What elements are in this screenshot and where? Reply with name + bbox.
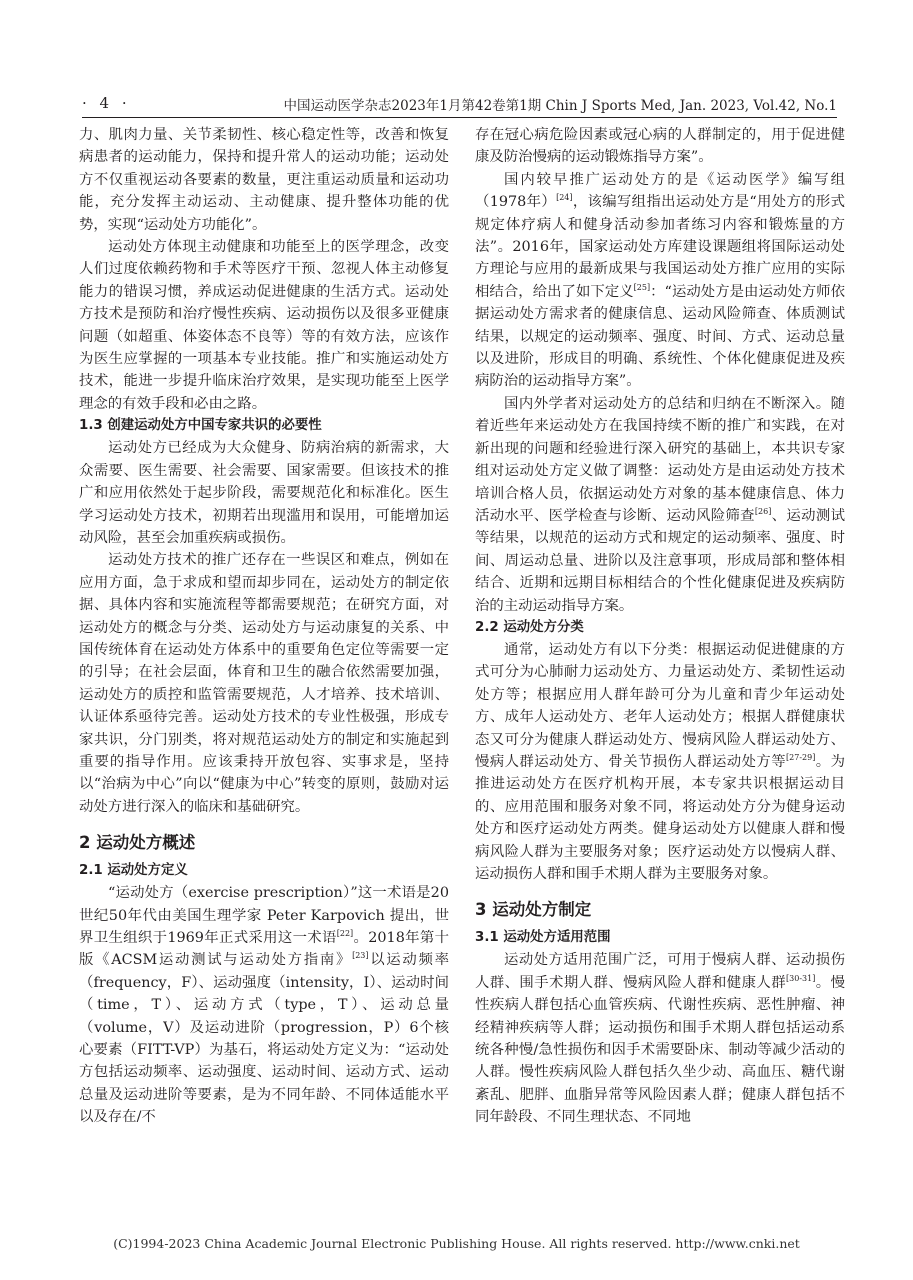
paragraph-definition bbox=[79, 882, 449, 1128]
paragraph bbox=[475, 949, 845, 1128]
citation-ref: [27-29] bbox=[786, 752, 816, 762]
section-heading-2-1: 2.1 运动处方定义 bbox=[79, 863, 188, 879]
journal-citation: 中国运动医学杂志2023年1月第42卷第1期 Chin J Sports Med, Jan. 2023, Vol.42, No.1 bbox=[283, 98, 837, 114]
paragraph: 运动处方体现主动健康和功能至上的医学理念，改变人们过度依赖药物和手术等医疗干预、忽视人体主动修复能力的错误习惯，养成运动促进健康的生活方式。运动处方技术是预防和治疗慢性疾病、运动损伤以及很多亚健康问题（如超重、体姿体态不良等）等的有效方法，应该作为医生应掌握的一项基本专业技能。推广和实施运动处方技术，能进一步提升临床治疗效果，是实现功能至上医学理念的有效手段和必由之路。 bbox=[79, 239, 449, 412]
page-number: · 4 · bbox=[82, 94, 131, 112]
citation-ref: [25] bbox=[633, 282, 651, 292]
text-run: 。慢性疾病人群包括心血管疾病、代谢性疾病、恶性肿瘤、神经精神疾病等人群；运动损伤和围手术期人群包括运动系统各种慢/急性损伤和因手术需要卧床、制动等减少活动的人群。慢性疾病风险人群包括久坐少动、高血压、糖代谢紊乱、肥胖、血脂异常等风险因素人群；健康人群包括不同年龄段、不同生理状态、不同地 bbox=[475, 974, 845, 1126]
paragraph: 力、肌肉力量、关节柔韧性、核心稳定性等，改善和恢复病患者的运动能力，保持和提升常人的运动功能；运动处方不仅重视运动各要素的数量，更注重运动质量和运动功能，充分发挥主动运动、主动健康、提升整体功能的优势，实现“运动处方功能化”。 bbox=[79, 127, 449, 233]
text-run: 国内较早推广运动处方的是《运动医学》编写组（1978年） bbox=[475, 171, 845, 211]
citation-ref: [24] bbox=[556, 193, 573, 203]
section-heading-2: 2 运动处方概述 bbox=[79, 833, 196, 853]
paragraph: 运动处方已经成为大众健身、防病治病的新需求，大众需要、医生需要、社会需要、国家需要。但该技术的推广和应用依然处于起步阶段，需要规范化和标准化。医生学习运动处方技术，初期若出现滥用和误用，可能增加运动风险，甚至会加重疾病或损伤。 bbox=[79, 440, 449, 546]
text-run: 以运动频率（frequency，F）、运动强度（intensity，I）、运动时间（time，T）、运动方式（type，T）、运动总量（volume，V）及运动进阶（progression，P）6个核心要素（FITT-VP）为基石，将运动处方定义为：“运动处方包括运动频率、运动强度、运动时间、运动方式、运动总量及运动进阶等要素，是为不同年龄、不同体适能水平以及存在/不 bbox=[79, 952, 449, 1126]
text-run: 。2018年第十版《ACSM运动测试与运动处方指南》 bbox=[79, 930, 450, 969]
section-heading-3: 3 运动处方制定 bbox=[475, 900, 592, 920]
text-run: ，该编写组指出运动处方是“用处方的形式规定体疗病人和健身活动参加者练习内容和锻炼量的方法”。2016年，国家运动处方库建设课题组将国际运动处方理论与应用的最新成果与我国运动处方推广应用的实际相结合，给出了如下定义 bbox=[475, 194, 846, 300]
section-heading-1-3: 1.3 创建运动处方中国专家共识的必要性 bbox=[79, 418, 322, 434]
text-run: 运动处方适用范围广泛，可用于慢病人群、运动损伤人群、围手术期人群、慢病风险人群和健康人群 bbox=[475, 952, 845, 991]
paragraph bbox=[475, 639, 845, 885]
right-column bbox=[475, 124, 845, 1129]
left-column bbox=[79, 124, 449, 1129]
citation-ref: [23] bbox=[352, 951, 369, 961]
text-run: 。为推进运动处方在医疗机构开展，本专家共识根据运动目的、应用范围和服务对象不同，将运动处方分为健身运动处方和医疗运动处方两类。健身运动处方以健康人群和慢病风险人群为主要服务对象；医疗运动处方以慢病人群、运动损伤人群和围手术期人群为主要服务对象。 bbox=[475, 753, 845, 882]
paragraph: 运动处方技术的推广还存在一些误区和难点，例如在应用方面，急于求成和望而却步同在，运动处方的制定依据、具体内容和实施流程等都需要规范；在研究方面，对运动处方的概念与分类、运动处方与运动康复的关系、中国传统体育在运动处方体系中的重要角色定位等需要一定的引导；在社会层面，体育和卫生的融合依然需要加强，运动处方的质控和监管需要规范，人才培养、技术培训、认证体系亟待完善。运动处方技术的专业性极强，形成专家共识，分门别类，将对规范运动处方的制定和实施起到重要的指导作用。应该秉持开放包容、实事求是，坚持以“治病为中心”向以“健康为中心”转变的原则，鼓励对运动处方进行深入的临床和基础研究。 bbox=[79, 552, 449, 815]
text-run: 国内外学者对运动处方的总结和归纳在不断深入。随着近些年来运动处方在我国持续不断的推广和实践，在对新出现的问题和经验进行深入研究的基础上，本共识专家组对运动处方定义做了调整：运动处方是由运动处方技术培训合格人员，依据运动处方对象的基本健康信息、体力活动水平、医学检查与诊断、运动风险筛查 bbox=[475, 395, 845, 524]
page-header bbox=[82, 94, 837, 116]
section-heading-3-1: 3.1 运动处方适用范围 bbox=[475, 930, 611, 946]
text-run: “运动处方（exercise prescription）”这一术语是20世纪50年代由美国生理学家 Peter Karpovich 提出，世界卫生组织于1969年正式采用这一术语 bbox=[79, 885, 449, 946]
section-heading-2-2: 2.2 运动处方分类 bbox=[475, 619, 584, 635]
text-run: 通常，运动处方有以下分类：根据运动促进健康的方式可分为心肺耐力运动处方、力量运动处方、柔韧性运动处方等；根据应用人群年龄可分为儿童和青少年运动处方、成年人运动处方、老年人运动处方；根据人群健康状态又可分为健康人群运动处方、慢病风险人群运动处方、慢病人群运动处方、骨关节损伤人群运动处方等 bbox=[475, 641, 845, 770]
citation-ref: [26] bbox=[754, 506, 772, 516]
paragraph: 存在冠心病危险因素或冠心病的人群制定的，用于促进健康及防治慢病的运动锻炼指导方案”。 bbox=[475, 127, 845, 166]
citation-ref: [30-31] bbox=[786, 973, 816, 983]
paragraph bbox=[475, 169, 845, 393]
text-run: 、运动测试等结果，以规范的运动方式和规定的运动频率、强度、时间、周运动总量、进阶以及注意事项，形成局部和整体相结合、近期和远期目标相结合的个性化健康促进及疾病防治的主动运动指导方案。 bbox=[475, 507, 845, 614]
copyright-footer: (C)1994-2023 China Academic Journal Electronic Publishing House. All rights reserved. http://www.cnki.net bbox=[113, 1236, 800, 1251]
header-rule bbox=[82, 117, 837, 118]
text-run: ：“运动处方是由运动处方师依据运动处方需求者的健康信息、运动风险筛查、体质测试结果，以规定的运动频率、强度、时间、方式、运动总量以及进阶，形成目的明确、系统性、个体化健康促进及疾病防治的运动指导方案”。 bbox=[475, 283, 845, 390]
paragraph bbox=[475, 393, 845, 617]
citation-ref: [22] bbox=[336, 929, 354, 938]
